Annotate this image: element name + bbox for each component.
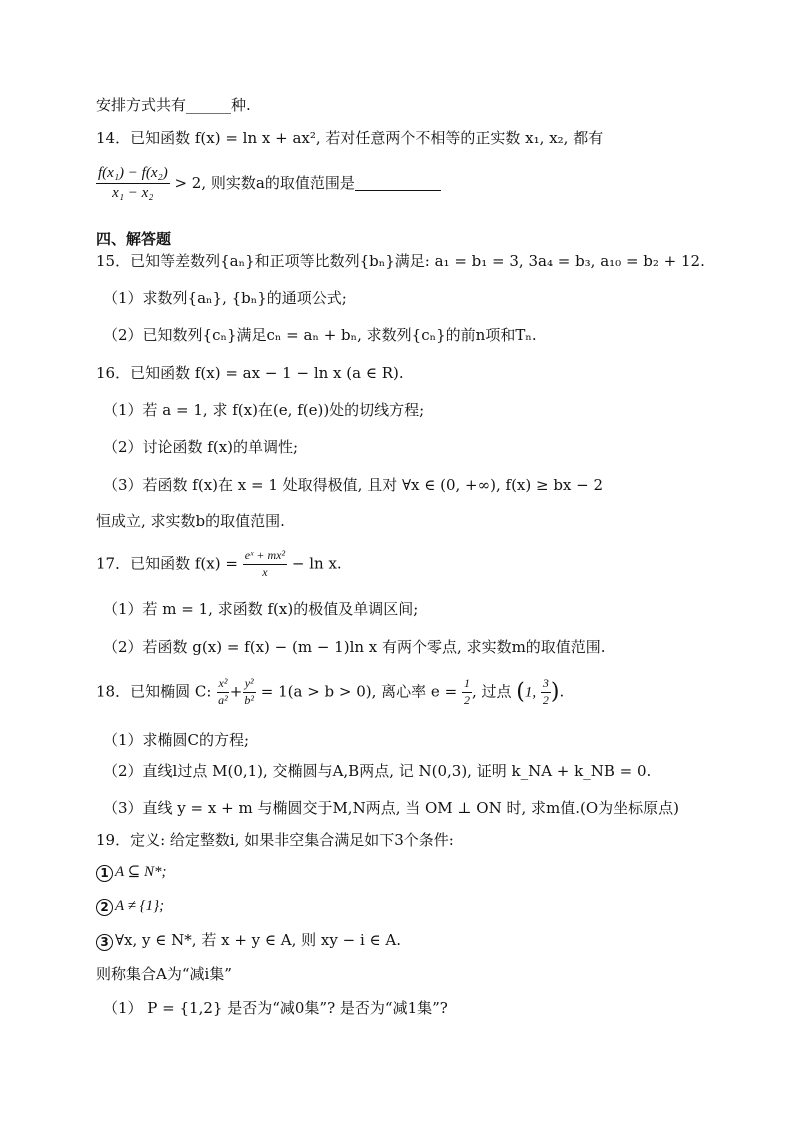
problem-16-part-1: （1）若 a = 1, 求 f(x)在(e, f(e))处的切线方程; [103, 401, 425, 419]
problem-17-part-1: （1）若 m = 1, 求函数 f(x)的极值及单调区间; [103, 600, 419, 618]
difference-quotient: $\frac{\text{f(x₁) − f(x₂)}}{\text{x₁ − x₂}}$ [98, 165, 168, 202]
problem-18-part-1: （1）求椭圆C的方程; [103, 731, 250, 749]
problem-17-part-2: （2）若函数 g(x) = f(x) − (m − 1)ln x 有两个零点, 求实数m的取值范围. [103, 638, 606, 656]
problem-16-part-3: （3）若函数 f(x)在 x = 1 处取得极值, 且对 ∀x ∈ (0, +∞), f(x) ≥ bx − 2 [103, 476, 604, 494]
answer-blank [355, 176, 441, 191]
eccentricity-value: $\frac{1}{2}$ [463, 676, 470, 707]
problem-15-statement: 15．已知等差数列{aₙ}和正项等比数列{bₙ}满足: a₁ = b₁ = 3, 3a₄ = b₃, a₁₀ = b₂ + 12. [96, 252, 705, 270]
problem-19-statement: 19．定义: 给定整数i, 如果非空集合满足如下3个条件: [96, 831, 454, 849]
circled-number-3: 3 [96, 934, 113, 951]
point-y-value: $\frac{3}{2}$ [542, 676, 549, 707]
definition-conclusion: 则称集合A为“减i集” [96, 965, 232, 983]
function-fraction: $\frac{\text{eˣ + mx²}}{x}$ [244, 548, 286, 579]
ellipse-x-term: $\frac{\text{x²}}{\text{a²}}$ [218, 676, 228, 707]
condition-2: 2 A ≠ {1}; [96, 898, 164, 916]
problem-14-statement: 14．已知函数 f(x) = ln x + ax², 若对任意两个不相等的正实数 x₁, x₂, 都有 [96, 129, 604, 147]
line-arrangement-blank: 安排方式共有______种. [96, 96, 251, 114]
problem-15-part-1: （1）求数列{aₙ}, {bₙ}的通项公式; [103, 289, 347, 307]
section-heading: 四、解答题 [96, 230, 172, 248]
problem-16-part-3-continued: 恒成立, 求实数b的取值范围. [96, 512, 285, 530]
problem-14-inequality [96, 165, 441, 203]
problem-16-statement: 16．已知函数 f(x) = ax − 1 − ln x (a ∈ R). [96, 364, 404, 382]
problem-18-statement: 18．已知椭圆 C: $\frac{\text{x²}}{\text{a²}}$ + $\frac{\text{y²}}{\text{b²}}$ = 1(a > b > 0), 离心率 e = $\frac{1}{2}$ , 过点 (1, $\frac{3}{2}$ ). [96, 676, 565, 707]
problem-18-part-3: （3）直线 y = x + m 与椭圆交于M,N两点, 当 OM ⊥ ON 时, 求m值.(O为坐标原点) [103, 799, 680, 817]
problem-17-statement: 17．已知函数 f(x) = $\frac{\text{eˣ + mx²}}{x}$ − ln x. [96, 548, 342, 579]
problem-19-part-1: （1） P = {1,2} 是否为“减0集”? 是否为“减1集”? [103, 999, 448, 1017]
problem-18-part-2: （2）直线l过点 M(0,1), 交椭圆与A,B两点, 记 N(0,3), 证明 k_NA + k_NB = 0. [103, 762, 652, 780]
problem-14-condition: > 2, 则实数a的取值范围是 [174, 173, 355, 192]
condition-3: 3 ∀x, y ∈ N*, 若 x + y ∈ A, 则 xy − i ∈ A. [96, 933, 401, 951]
circled-number-2: 2 [96, 899, 113, 916]
problem-15-part-2: （2）已知数列{cₙ}满足cₙ = aₙ + bₙ, 求数列{cₙ}的前n项和Tₙ. [103, 326, 537, 344]
ellipse-y-term: $\frac{\text{y²}}{\text{b²}}$ [244, 676, 254, 707]
circled-number-1: 1 [96, 865, 113, 882]
problem-16-part-2: （2）讨论函数 f(x)的单调性; [103, 438, 299, 456]
condition-1: 1 A ⊆ N*; [96, 864, 166, 882]
